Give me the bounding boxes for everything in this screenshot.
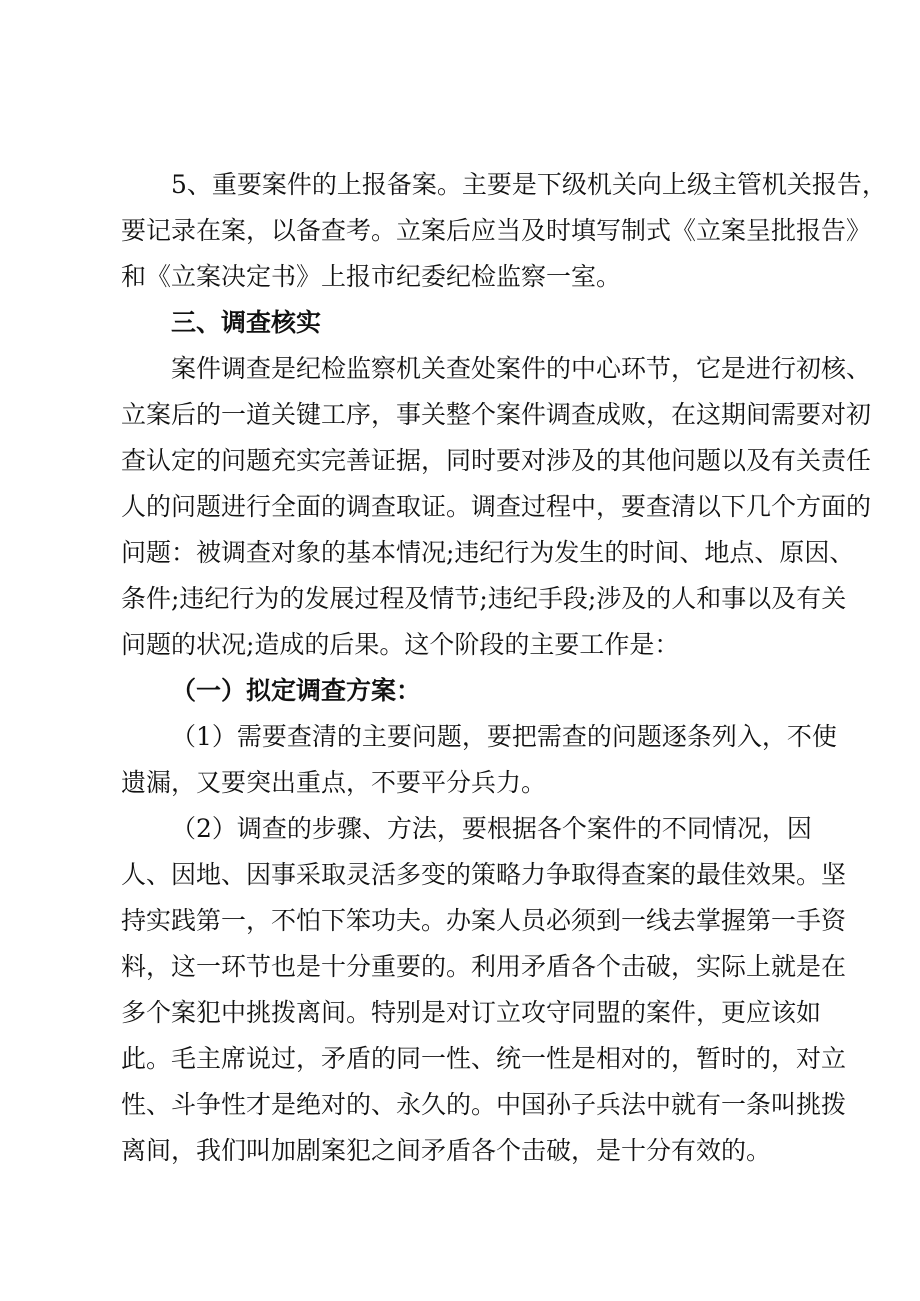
body-paragraph-line-2: 立案后的一道关键工序，事关整个案件调查成败，在这期间需要对初 [121, 400, 872, 429]
body-paragraph-line-5: 问题：被调查对象的基本情况;违纪行为发生的时间、地点、原因、 [121, 538, 855, 567]
item-2-line-8: 离间，我们叫加剧案犯之间矛盾各个击破，是十分有效的。 [121, 1136, 772, 1165]
section-heading-investigation: 三、调查核实 [171, 308, 322, 337]
body-paragraph-line-7: 问题的状况;造成的后果。这个阶段的主要工作是： [121, 630, 680, 659]
item-2-line-3: 持实践第一，不怕下笨功夫。办案人员必须到一线去掌握第一手资 [121, 906, 847, 935]
body-paragraph-line-4: 人的问题进行全面的调查取证。调查过程中，要查清以下几个方面的 [121, 492, 872, 521]
item-2-line-1: （2）调查的步骤、方法，要根据各个案件的不同情况，因 [171, 814, 812, 843]
item-2-line-7: 性、斗争性才是绝对的、永久的。中国孙子兵法中就有一条叫挑拨 [121, 1090, 847, 1119]
body-paragraph-line-3: 查认定的问题充实完善证据，同时要对涉及的其他问题以及有关责任 [121, 446, 872, 475]
item-2-line-4: 料，这一环节也是十分重要的。利用矛盾各个击破，实际上就是在 [121, 952, 847, 981]
item-1-line-1: （1）需要查清的主要问题，要把需查的问题逐条列入，不使 [171, 722, 837, 751]
paragraph-5-line-2: 要记录在案，以备查考。立案后应当及时填写制式《立案呈批报告》 [121, 216, 872, 245]
item-1-line-2: 遗漏，又要突出重点，不要平分兵力。 [121, 768, 547, 797]
body-paragraph-line-1: 案件调查是纪检监察机关查处案件的中心环节，它是进行初核、 [171, 354, 872, 383]
paragraph-5-line-1: 5、重要案件的上报备案。主要是下级机关向上级主管机关报告， [171, 170, 887, 199]
item-2-line-2: 人、因地、因事采取灵活多变的策略力争取得查案的最佳效果。坚 [121, 860, 847, 889]
paragraph-5-line-3: 和《立案决定书》上报市纪委纪检监察一室。 [121, 262, 622, 291]
body-paragraph-line-6: 条件;违纪行为的发展过程及情节;违纪手段;涉及的人和事以及有关 [121, 584, 847, 613]
item-2-line-6: 此。毛主席说过，矛盾的同一性、统一性是相对的，暂时的，对立 [121, 1044, 847, 1073]
item-2-line-5: 多个案犯中挑拨离间。特别是对订立攻守同盟的案件，更应该如 [121, 998, 822, 1027]
subsection-heading-plan: （一）拟定调查方案： [171, 676, 422, 705]
